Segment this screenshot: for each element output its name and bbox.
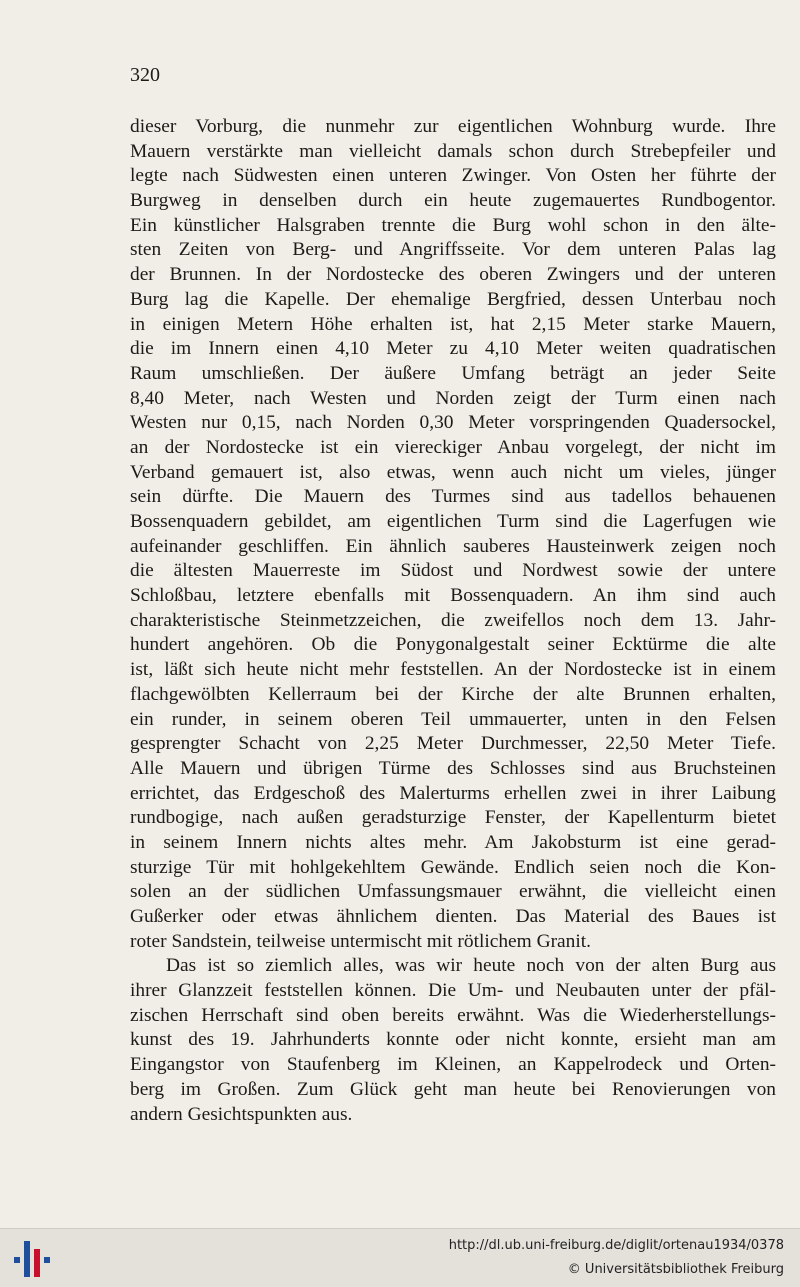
text-line: errichtet, das Erdgeschoß des Malerturms erhellen zwei in ihrer Laibung [130,782,776,804]
text-line: Westen nur 0,15, nach Norden 0,30 Meter vorspringenden Quadersockel, [130,412,776,434]
text-line: Schloßbau, letztere ebenfalls mit Bossenquadern. An ihm sind auch [130,585,776,607]
text-line: 8,40 Meter, nach Westen und Norden zeigt der Turm einen nach [130,387,776,409]
text-line: Mauern verstärkte man vielleicht damals schon durch Strebepfeiler und [130,140,776,162]
text-line: gesprengter Schacht von 2,25 Meter Durchmesser, 22,50 Meter Tiefe. [130,733,776,755]
text-line: Burgweg in denselben durch ein heute zugemauertes Rundbogentor. [130,190,776,212]
text-line: in seinem Innern nichts altes mehr. Am Jakobsturm ist eine gerad- [130,831,776,853]
text-line: legte nach Südwesten einen unteren Zwinger. Von Osten her führte der [130,165,776,187]
text-line: ein runder, in seinem oberen Teil ummauerter, unten in den Felsen [130,708,776,730]
page-number: 320 [130,64,160,86]
text-line: berg im Großen. Zum Glück geht man heute bei Renovierungen von [130,1078,776,1100]
viewer-footer [0,1228,800,1287]
text-line: Gußerker oder etwas ähnlichem dienten. Das Material des Baues ist [130,906,776,927]
text-line: flachgewölbten Kellerraum bei der Kirche der alte Brunnen erhalten, [130,683,776,705]
text-line: zischen Herrschaft sind oben bereits erwähnt. Was die Wiederherstellungs- [130,1004,776,1026]
ub-freiburg-logo-icon[interactable] [12,1237,52,1281]
text-line: roter Sandstein, teilweise untermischt mit rötlichem Granit. [130,930,591,952]
text-line: rundbogige, nach außen geradsturzige Fenster, der Kapellenturm bietet [130,807,776,829]
text-line: sten Zeiten von Berg- und Angriffsseite. Vor dem unteren Palas lag [130,239,776,261]
text-line: Bossenquadern gebildet, am eigentlichen Turm sind die Lagerfugen wie [130,511,776,532]
text-line: aufeinander geschliffen. Ein ähnlich sauberes Hausteinwerk zeigen noch [130,535,776,557]
text-line: der Brunnen. In der Nordostecke des oberen Zwingers und der unteren [130,264,776,286]
text-line: Verband gemauert ist, also etwas, wenn auch nicht um vieles, jünger [130,461,776,483]
text-line: die im Innern einen 4,10 Meter zu 4,10 Meter weiten quadratischen [130,338,776,360]
text-line: hundert angehören. Ob die Ponygonalgestalt seiner Ecktürme die alte [130,634,776,656]
text-line: Das ist so ziemlich alles, was wir heute noch von der alten Burg aus [166,955,776,977]
copyright-notice: © Universitätsbibliothek Freiburg [567,1262,784,1277]
text-line: an der Nordostecke ist ein viereckiger Anbau vorgelegt, der nicht im [130,436,776,458]
text-line: Eingangstor von Staufenberg im Kleinen, an Kappelrodeck und Orten- [130,1054,776,1076]
text-line: sturzige Tür mit hohlgekehltem Gewände. Endlich seien noch die Kon- [130,856,776,878]
text-line: solen an der südlichen Umfassungsmauer erwähnt, die vielleicht einen [130,881,776,903]
text-line: Alle Mauern und übrigen Türme des Schlosses sind aus Bruchsteinen [130,757,776,779]
text-line: sein dürfte. Die Mauern des Turmes sind aus tadellos behauenen [130,486,776,508]
text-line: kunst des 19. Jahrhunderts konnte oder nicht konnte, ersieht man am [130,1029,776,1051]
text-line: andern Gesichtspunkten aus. [130,1103,353,1125]
text-line: die ältesten Mauerreste im Südost und Nordwest sowie der untere [130,560,776,582]
text-line: ist, läßt sich heute nicht mehr feststellen. An der Nordostecke ist in einem [130,659,776,681]
text-line: in einigen Metern Höhe erhalten ist, hat 2,15 Meter starke Mauern, [130,313,776,335]
text-line: charakteristische Steinmetzzeichen, die zweifellos noch dem 13. Jahr- [130,609,776,631]
body-text [130,115,776,1127]
source-url-link[interactable]: http://dl.ub.uni-freiburg.de/diglit/ortenau1934/0378 [448,1238,784,1253]
text-line: ihrer Glanzzeit feststellen können. Die Um- und Neubauten unter der pfäl- [130,980,776,1002]
text-line: dieser Vorburg, die nunmehr zur eigentlichen Wohnburg wurde. Ihre [130,116,776,137]
text-line: Raum umschließen. Der äußere Umfang beträgt an jeder Seite [130,362,776,384]
text-line: Burg lag die Kapelle. Der ehemalige Bergfried, dessen Unterbau noch [130,288,776,310]
text-line: Ein künstlicher Halsgraben trennte die Burg wohl schon in den älte- [130,214,776,236]
